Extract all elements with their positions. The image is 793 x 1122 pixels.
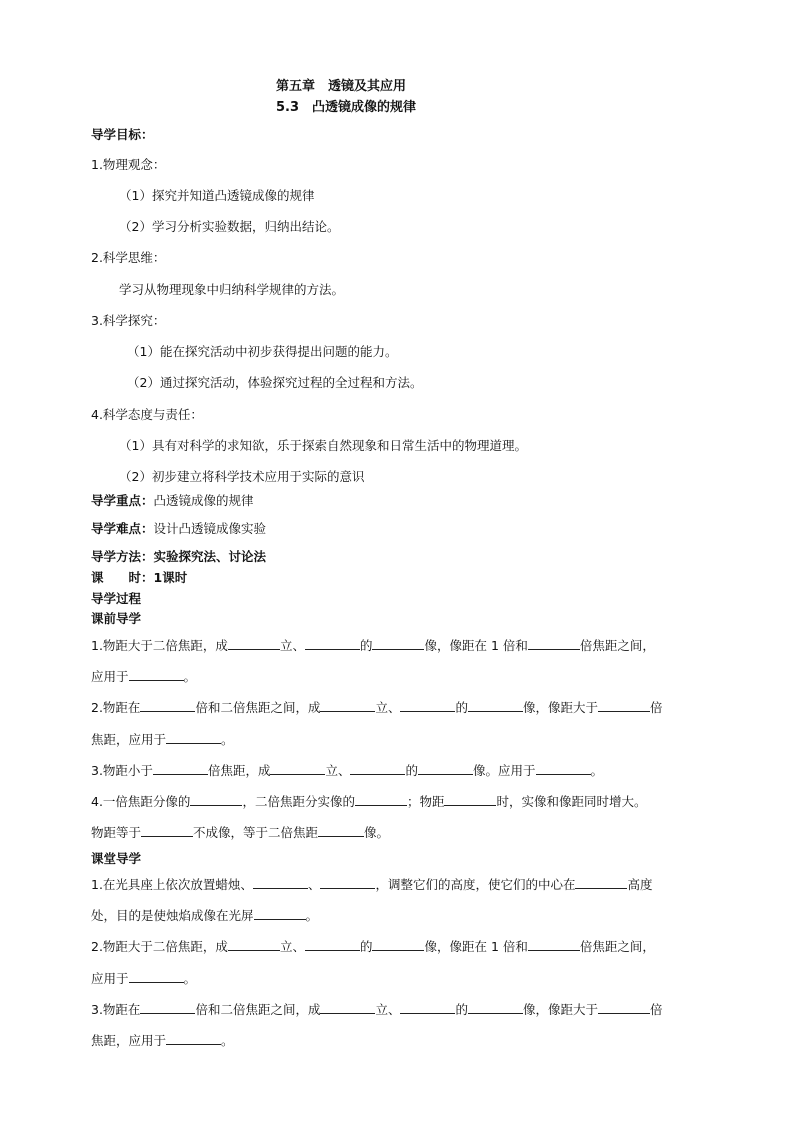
question-text: 的 xyxy=(405,763,418,778)
answer-blank[interactable] xyxy=(575,876,627,889)
goal-1-2: （2）学习分析实验数据，归纳出结论。 xyxy=(119,219,340,234)
period-line: 课 时：1课时 xyxy=(91,570,188,585)
goals-heading: 导学目标： xyxy=(91,127,154,142)
answer-blank[interactable] xyxy=(305,938,360,951)
answer-blank[interactable] xyxy=(140,699,195,712)
question-text: 1.在光具座上依次放置蜡烛、 xyxy=(91,877,253,892)
goal-2: 2.科学思维： xyxy=(91,250,166,265)
answer-blank[interactable] xyxy=(418,762,473,775)
goal-2-1: 学习从物理现象中归纳科学规律的方法。 xyxy=(119,282,345,297)
answer-blank[interactable] xyxy=(129,668,184,681)
answer-blank[interactable] xyxy=(253,876,308,889)
answer-blank[interactable] xyxy=(598,1001,650,1014)
question-text: 立、 xyxy=(375,700,401,715)
goal-4-2: （2）初步建立将科学技术应用于实际的意识 xyxy=(119,469,365,484)
question-text: 处，目的是使烛焰成像在光屏 xyxy=(91,908,254,923)
pre-question-4-cont xyxy=(91,824,389,842)
answer-blank[interactable] xyxy=(153,762,208,775)
goal-1-1: （1）探究并知道凸透镜成像的规律 xyxy=(119,188,315,203)
pre-class-heading: 课前导学 xyxy=(91,611,142,626)
question-text: 立、 xyxy=(325,763,351,778)
question-text: 像。 xyxy=(364,825,390,840)
question-text: 物距等于 xyxy=(91,825,142,840)
answer-blank[interactable] xyxy=(190,793,242,806)
answer-blank[interactable] xyxy=(528,938,580,951)
key-point-line xyxy=(91,492,254,510)
question-text: 的 xyxy=(359,638,373,653)
answer-blank[interactable] xyxy=(320,876,375,889)
answer-blank[interactable] xyxy=(166,1032,221,1045)
answer-blank[interactable] xyxy=(536,762,591,775)
goal-1: 1.物理观念： xyxy=(91,157,166,172)
answer-blank[interactable] xyxy=(318,824,364,837)
question-text: 倍焦距之间， xyxy=(579,638,655,653)
pre-question-1 xyxy=(91,637,655,655)
goal-4: 4.科学态度与责任： xyxy=(91,407,203,422)
answer-blank[interactable] xyxy=(228,637,280,650)
question-text: 倍 xyxy=(650,700,663,715)
class-question-1-cont xyxy=(91,907,318,925)
goal-3-2: （2）通过探究活动，体验探究过程的全过程和方法。 xyxy=(127,375,423,390)
key-point-label: 导学重点： xyxy=(91,493,154,508)
pre-question-1-cont xyxy=(91,668,196,686)
question-text: ，二倍焦距分实像的 xyxy=(242,794,355,809)
answer-blank[interactable] xyxy=(320,699,375,712)
question-text: 的 xyxy=(359,939,373,954)
question-text: 倍和二倍焦距之间，成 xyxy=(195,1002,321,1017)
question-text: 的 xyxy=(455,1002,468,1017)
question-text: 像，像距大于 xyxy=(522,700,598,715)
question-text: 。 xyxy=(590,763,604,778)
answer-blank[interactable] xyxy=(270,762,325,775)
class-question-2-cont xyxy=(91,970,196,988)
class-question-3 xyxy=(91,1001,663,1019)
question-text: 高度 xyxy=(627,877,653,892)
answer-blank[interactable] xyxy=(254,907,306,920)
question-text: ，调整它们的高度，使它们的中心在 xyxy=(375,877,576,892)
question-text: 像。应用于 xyxy=(472,763,536,778)
question-text: 。 xyxy=(183,669,197,684)
question-text: 、 xyxy=(307,877,321,892)
key-point-value: 凸透镜成像的规律 xyxy=(153,493,254,508)
answer-blank[interactable] xyxy=(598,699,650,712)
answer-blank[interactable] xyxy=(141,824,193,837)
question-text: 2.物距大于二倍焦距，成 xyxy=(91,939,228,954)
question-text: 2.物距在 xyxy=(91,700,141,715)
answer-blank[interactable] xyxy=(350,762,405,775)
goal-3: 3.科学探究： xyxy=(91,313,166,328)
question-text: 的 xyxy=(455,700,468,715)
class-question-1 xyxy=(91,876,652,894)
pre-question-2-cont xyxy=(91,731,234,749)
process-heading: 导学过程 xyxy=(91,591,142,606)
answer-blank[interactable] xyxy=(468,699,523,712)
question-text: ；物距 xyxy=(406,794,445,809)
question-text: 立、 xyxy=(279,939,305,954)
answer-blank[interactable] xyxy=(400,699,455,712)
question-text: 立、 xyxy=(279,638,305,653)
question-text: 不成像，等于二倍焦距 xyxy=(193,825,319,840)
question-text: 。 xyxy=(221,1033,234,1048)
pre-question-3 xyxy=(91,762,603,780)
pre-question-4 xyxy=(91,793,646,811)
question-text: 焦距，应用于 xyxy=(91,1033,167,1048)
question-text: 时，实像和像距同时增大。 xyxy=(496,794,647,809)
question-text: 。 xyxy=(183,971,197,986)
class-question-3-cont xyxy=(91,1032,234,1050)
difficulty-value: 设计凸透镜成像实验 xyxy=(153,521,267,536)
answer-blank[interactable] xyxy=(400,1001,455,1014)
question-text: 倍 xyxy=(650,1002,663,1017)
question-text: 。 xyxy=(221,732,234,747)
question-text: 。 xyxy=(305,908,319,923)
section-title: 5.3 凸透镜成像的规律 xyxy=(276,100,417,115)
question-text: 3.物距小于 xyxy=(91,763,153,778)
question-text: 应用于 xyxy=(91,669,129,684)
question-text: 像，像距在 1 倍和 xyxy=(424,638,528,653)
question-text: 1.物距大于二倍焦距，成 xyxy=(91,638,228,653)
in-class-heading: 课堂导学 xyxy=(91,851,142,866)
class-question-2 xyxy=(91,938,655,956)
goal-4-1: （1）具有对科学的求知欲，乐于探索自然现象和日常生活中的物理道理。 xyxy=(119,438,527,453)
question-text: 3.物距在 xyxy=(91,1002,141,1017)
question-text: 应用于 xyxy=(91,971,129,986)
difficulty-line xyxy=(91,520,266,538)
question-text: 倍和二倍焦距之间，成 xyxy=(195,700,321,715)
answer-blank[interactable] xyxy=(166,731,221,744)
question-text: 倍焦距之间， xyxy=(579,939,655,954)
difficulty-label: 导学难点： xyxy=(91,521,154,536)
answer-blank[interactable] xyxy=(372,938,424,951)
answer-blank[interactable] xyxy=(528,637,580,650)
question-text: 像，像距在 1 倍和 xyxy=(424,939,528,954)
question-text: 4.一倍焦距分像的 xyxy=(91,794,191,809)
answer-blank[interactable] xyxy=(140,1001,195,1014)
answer-blank[interactable] xyxy=(468,1001,523,1014)
answer-blank[interactable] xyxy=(355,793,407,806)
answer-blank[interactable] xyxy=(305,637,360,650)
answer-blank[interactable] xyxy=(372,637,424,650)
answer-blank[interactable] xyxy=(129,970,184,983)
answer-blank[interactable] xyxy=(320,1001,375,1014)
answer-blank[interactable] xyxy=(444,793,496,806)
method-line: 导学方法：实验探究法、讨论法 xyxy=(91,549,267,564)
question-text: 立、 xyxy=(375,1002,401,1017)
goal-3-1: （1）能在探究活动中初步获得提出问题的能力。 xyxy=(127,344,398,359)
pre-question-2 xyxy=(91,699,663,717)
answer-blank[interactable] xyxy=(228,938,280,951)
chapter-title: 第五章 透镜及其应用 xyxy=(276,79,407,94)
question-text: 焦距，应用于 xyxy=(91,732,167,747)
question-text: 倍焦距，成 xyxy=(207,763,271,778)
question-text: 像，像距大于 xyxy=(522,1002,598,1017)
